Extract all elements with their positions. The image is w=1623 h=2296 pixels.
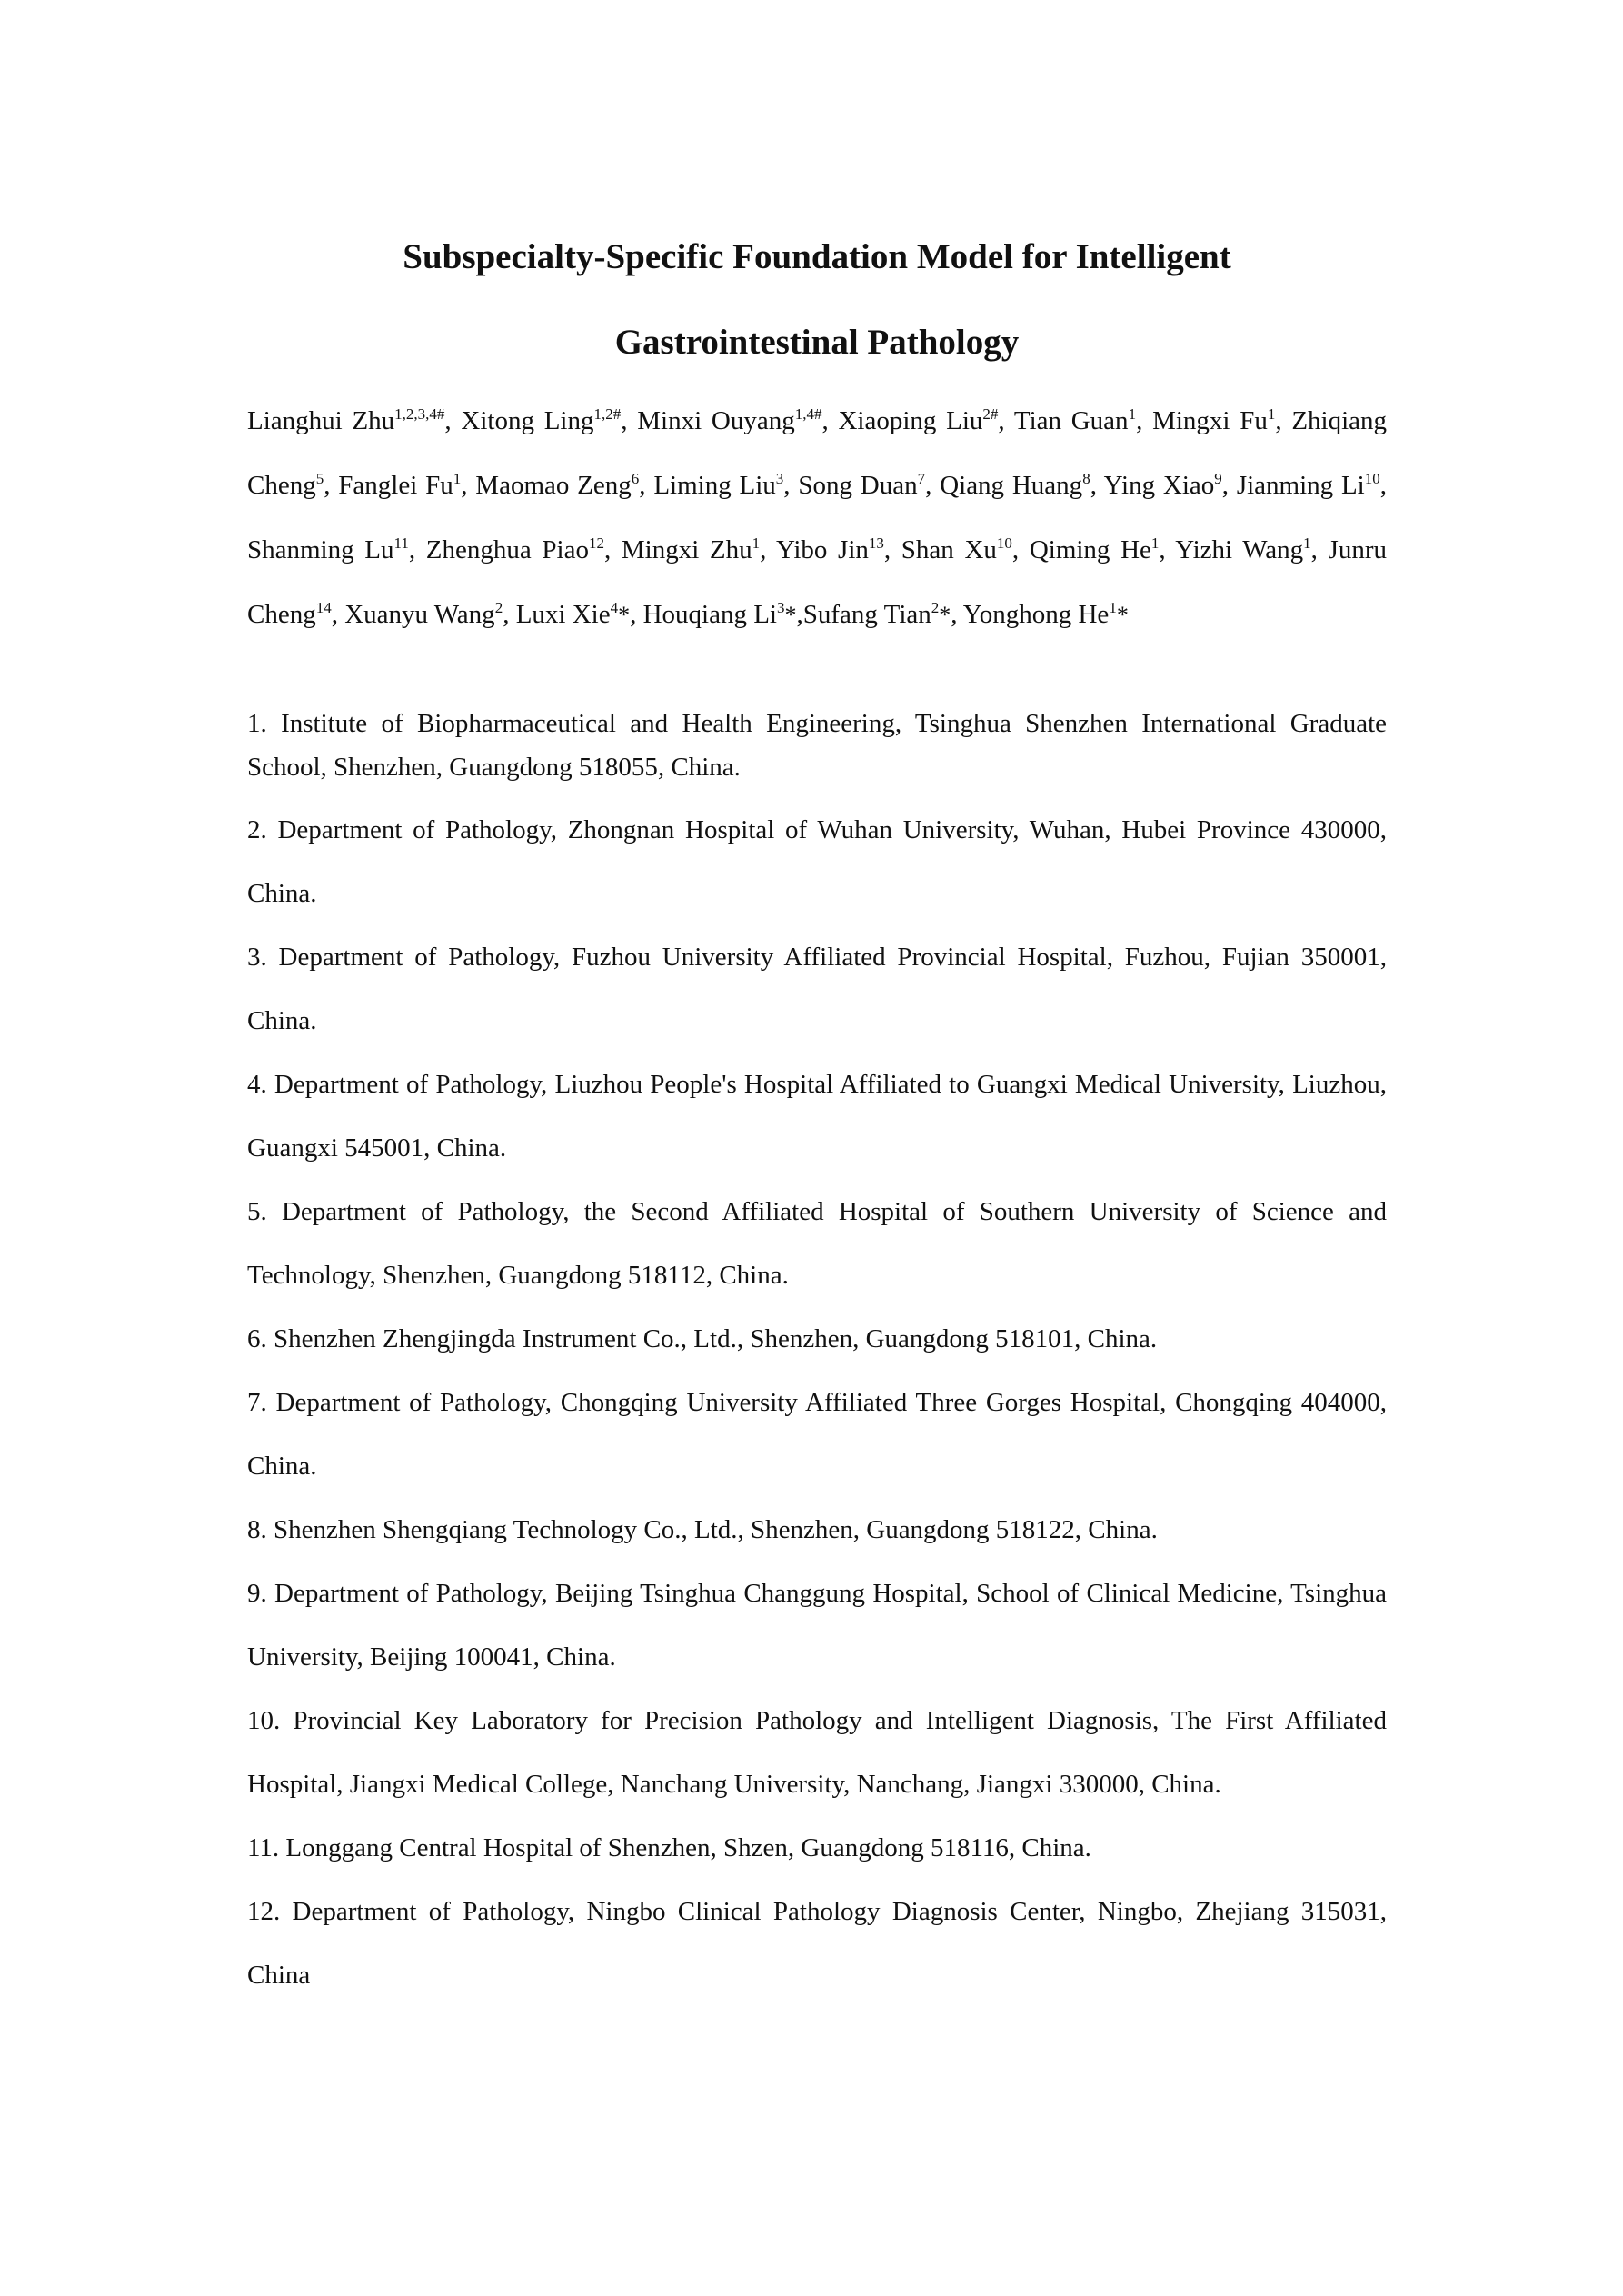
author-affiliation-marker: 2# [982,405,999,423]
author-name: Mingxi Zhu [621,535,752,564]
author [344,600,515,629]
author-name: Song Duan [798,471,918,500]
author [803,600,963,629]
author-separator: , [444,406,462,435]
author-name: Liming Liu [653,471,776,500]
author-separator: , [821,406,839,435]
author-separator: , [503,600,516,629]
author-affiliation-marker: 2 [494,599,503,616]
author-affiliation-marker: 11 [393,534,409,552]
author-separator: , [1136,406,1153,435]
author-affiliation-marker: 1 [1128,405,1137,423]
author-affiliation-marker: 1 [752,534,761,552]
author-affiliation-marker: 1,2# [593,405,622,423]
affiliation-list [247,702,1387,2007]
affiliation-item: 4. Department of Pathology, Liuzhou People's Hospital Affiliated to Guangxi Medical University, Liuzhou, Guangxi 545001, China. [247,1070,1387,1163]
affiliation-item: 12. Department of Pathology, Ningbo Clinical Pathology Diagnosis Center, Ningbo, Zhejiang 315031, China [247,1897,1387,1990]
author [622,535,776,564]
author-separator: , [1011,535,1030,564]
author [798,471,940,500]
author-affiliation-marker: 1 [1109,599,1117,616]
author-name: Zhiqiang Cheng [247,406,1388,500]
paper-title [247,215,1387,385]
author [653,471,798,500]
author-affiliation-marker: 1 [453,470,462,487]
corresponding-author-marker: * [1116,602,1129,628]
author-affiliation-marker: 13 [868,534,884,552]
affiliation-item: 2. Department of Pathology, Zhongnan Hospital of Wuhan University, Wuhan, Hubei Province 430000, China. [247,815,1387,908]
author-name: Qiang Huang [940,471,1083,500]
author-name: Luxi Xie [515,600,611,629]
author [776,535,901,564]
author [643,600,803,629]
title-line-2: Gastrointestinal Pathology [614,323,1020,362]
author-name: Fanglei Fu [338,471,453,500]
author-list [247,389,1387,647]
author-separator: , [1090,471,1104,500]
author-separator: , [951,600,963,629]
author-name: Yibo Jin [775,535,869,564]
author [963,600,1129,629]
author-affiliation-marker: 1,2,3,4# [394,405,445,423]
author-affiliation-marker: 5 [315,470,324,487]
author-name: Minxi Ouyang [637,406,795,435]
author-separator: , [1310,535,1329,564]
author [247,535,426,564]
affiliation-item: 1. Institute of Biopharmaceutical and Health Engineering, Tsinghua Shenzhen International Graduate School, Shenzhen, Guangdong 518055, China. [247,709,1387,782]
author [940,471,1103,500]
author-name: Shan Xu [901,535,997,564]
author-separator: , [331,600,345,629]
author [247,406,461,435]
author-affiliation-marker: 1 [1303,534,1311,552]
author [1104,471,1237,500]
author-separator: , [760,535,776,564]
author [838,406,1013,435]
author-affiliation-marker: 8 [1082,470,1090,487]
author-name: Ying Xiao [1103,471,1215,500]
author-name: Maomao Zeng [475,471,632,500]
author-separator: , [461,471,476,500]
author-affiliation-marker: 1 [1150,534,1160,552]
author-name: Sufang Tian [802,600,931,629]
author-name: Yizhi Wang [1175,535,1304,564]
author-separator: , [639,471,654,500]
author-separator: , [408,535,426,564]
author [1030,535,1175,564]
author-separator: , [1221,471,1237,500]
author-affiliation-marker: 1,4# [794,405,822,423]
author [637,406,838,435]
author-name: Qiming He [1029,535,1151,564]
author-name: Zhenghua Piao [425,535,589,564]
author-affiliation-marker: 10 [1364,470,1380,487]
author-affiliation-marker: 6 [631,470,640,487]
author-name: Xuanyu Wang [344,600,495,629]
title-line-1: Subspecialty-Specific Foundation Model for Intelligent [403,237,1231,276]
author-separator: , [998,406,1014,435]
author-separator: , [1275,406,1292,435]
author [426,535,622,564]
corresponding-author-marker: * [618,602,631,628]
author-separator: , [796,600,803,629]
affiliation-item: 9. Department of Pathology, Beijing Tsinghua Changgung Hospital, School of Clinical Medicine, Tsinghua University, Beijing 100041, China. [247,1579,1387,1672]
author-name: Xiaoping Liu [838,406,983,435]
author-affiliation-marker: 10 [996,534,1012,552]
author-name: Lianghui Zhu [247,406,395,435]
author-affiliation-marker: 2 [931,599,940,616]
author [1152,406,1291,435]
author-affiliation-marker: 7 [917,470,926,487]
affiliation-item: 10. Provincial Key Laboratory for Precision Pathology and Intelligent Diagnosis, The First Affiliated Hospital, Jiangxi Medical College, Nanchang University, Nanchang, Jiangxi 330000, China. [247,1706,1387,1799]
author [901,535,1030,564]
author-name: Shanming Lu [247,535,394,564]
affiliation-item: 3. Department of Pathology, Fuzhou University Affiliated Provincial Hospital, Fuzhou, Fujian 350001, China. [247,943,1387,1035]
author-name: Jianming Li [1236,471,1365,500]
author-separator: , [630,600,643,629]
author [1014,406,1152,435]
author-affiliation-marker: 12 [588,534,604,552]
author-affiliation-marker: 9 [1214,470,1222,487]
author-affiliation-marker: 4 [610,599,619,616]
author-separator: , [621,406,638,435]
author [1237,471,1387,500]
author-separator: , [324,471,339,500]
author [461,406,637,435]
author-separator: , [1379,471,1387,500]
paper-page [247,215,1387,2007]
author-name: Xitong Ling [461,406,594,435]
author-affiliation-marker: 1 [1267,405,1276,423]
author-separator: , [925,471,941,500]
author-affiliation-marker: 3 [775,470,784,487]
affiliation-item: 7. Department of Pathology, Chongqing University Affiliated Three Gorges Hospital, Chongqing 404000, China. [247,1388,1387,1481]
corresponding-author-marker: * [784,602,797,628]
author-name: Houqiang Li [642,600,777,629]
author-separator: , [603,535,622,564]
corresponding-author-marker: * [939,602,951,628]
author-affiliation-marker: 14 [315,599,332,616]
author-separator: , [1159,535,1176,564]
author-affiliation-marker: 3 [777,599,785,616]
affiliation-item: 6. Shenzhen Zhengjingda Instrument Co., Ltd., Shenzhen, Guangdong 518101, China. [247,1324,1158,1353]
author-name: Yonghong He [962,600,1110,629]
author [338,471,475,500]
affiliation-item: 11. Longgang Central Hospital of Shenzhen, Shzen, Guangdong 518116, China. [247,1833,1091,1862]
author-name: Junru Cheng [247,535,1387,629]
author-separator: , [783,471,799,500]
author-name: Tian Guan [1013,406,1129,435]
author-separator: , [883,535,901,564]
author-name: Mingxi Fu [1152,406,1268,435]
author [475,471,653,500]
author [1175,535,1328,564]
affiliation-item: 8. Shenzhen Shengqiang Technology Co., Ltd., Shenzhen, Guangdong 518122, China. [247,1515,1158,1544]
author [516,600,643,629]
affiliation-item: 5. Department of Pathology, the Second Affiliated Hospital of Southern University of Science and Technology, Shenzhen, Guangdong 518112, China. [247,1197,1387,1290]
